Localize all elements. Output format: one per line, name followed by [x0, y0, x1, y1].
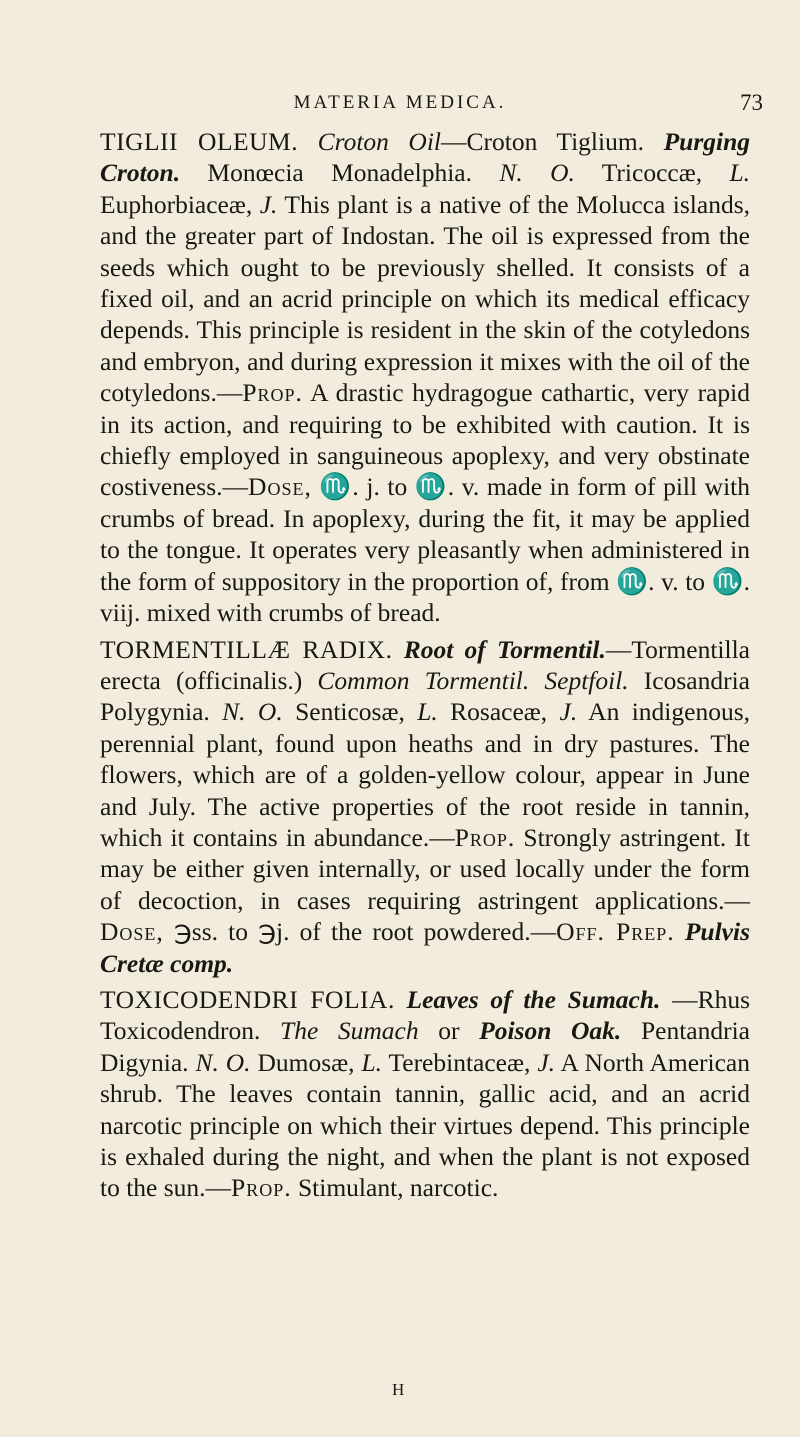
entry-text-segment: —Croton Tiglium. — [441, 127, 664, 156]
entry-text-segment: Rosaceæ, — [437, 697, 560, 727]
entry-text-segment: Icosandria Polygynia. — [100, 665, 750, 727]
entry-text-segment: Strongly astringent. It may be either given internally, or used locally under the form of decoction, in cases requiring astringent applications.— — [100, 822, 750, 915]
entry-text-segment: Pentandria Digynia. — [100, 1016, 750, 1077]
entry-tormentillae-radix — [100, 634, 750, 979]
entry-text-segment: Croton Oil — [317, 127, 442, 156]
entry-text-segment: Prop. — [242, 378, 303, 408]
entry-text-segment: Pulvis Cretæ comp. — [100, 917, 750, 978]
entry-text-segment: J. — [559, 697, 578, 727]
running-head: MATERIA MEDICA. — [293, 92, 507, 113]
entry-text-segment: L. — [417, 697, 438, 727]
entry-text-segment: J. — [537, 1047, 556, 1077]
entry-text-segment: Leaves of the Sumach. — [406, 984, 661, 1014]
entry-text-segment: An indigenous, perennial plant, found upon heaths and in dry pastures. The flowers, which are of a golden-yellow colour, appear in June and July. The active properties of the root reside in tannin, which it contains in abundance.— — [100, 697, 750, 852]
entry-text-segment: N. O. — [195, 1047, 251, 1077]
entry-text-segment: Purging Croton. — [100, 127, 751, 188]
entry-text-segment: Common Tormentil. Septfoil. — [317, 665, 629, 695]
entry-text-segment: Root of Tormentil. — [403, 634, 606, 664]
entry-headword: TOXICODENDRI FOLIA. — [100, 984, 395, 1014]
entry-text-segment: Dumosæ, — [250, 1047, 362, 1077]
entry-text-segment: N. O. — [499, 158, 575, 188]
entry-text-segment: ℈ss. to ℈j. of the root powdered.— — [163, 917, 557, 947]
entry-headword: TORMENTILLÆ RADIX. — [100, 634, 393, 664]
entry-text-segment: L. — [729, 158, 750, 188]
entry-text-segment: Stimulant, narcotic. — [291, 1173, 499, 1203]
entry-text-segment — [392, 635, 403, 664]
entry-text-segment: Poison Oak. — [479, 1016, 622, 1046]
entry-headword: TIGLII OLEUM. — [100, 127, 299, 156]
entry-text-segment — [298, 127, 318, 156]
entry-text-segment: Prop. — [231, 1173, 292, 1203]
entry-text-segment: This plant is a native of the Molucca islands, and the greater part of Indostan. The oil is expressed from the seeds which ought to be previously shelled. It consists of a fixed oil, and an acrid principle on which its medical efficacy depends. This principle is resident in the skin of the cotyledons and embryon, and during expression it mixes with the oil of the cotyledons.— — [100, 189, 750, 408]
entry-text-segment: Tricoccæ, — [574, 158, 730, 188]
page-number: 73 — [740, 90, 763, 115]
entry-text-segment: Prop. — [454, 822, 516, 852]
body-text — [100, 126, 750, 1209]
entry-text-segment: Dose, — [248, 472, 312, 502]
entry-text-segment: The Sumach — [280, 1016, 419, 1046]
entry-text-segment: Senticosæ, — [282, 697, 418, 727]
entry-text-segment: Euphorbiaceæ, — [100, 189, 260, 219]
entry-text-segment: Monœcia Monadelphia. — [180, 158, 500, 188]
entry-text-segment: —Tormentilla erecta (officinalis.) — [100, 634, 750, 695]
entry-text-segment: L. — [361, 1047, 382, 1077]
entry-text-segment: A drastic hydragogue cathartic, very rapid in its action, and requiring to be exhibited with caution. It is chiefly employed in sanguineous apoplexy, and very obstinate costiveness.— — [100, 378, 750, 502]
entry-text-segment: J. — [259, 189, 278, 219]
entry-text-segment — [675, 917, 685, 946]
signature-mark: H — [392, 1380, 405, 1399]
entry-toxicodendri-folia — [100, 984, 750, 1204]
entry-text-segment: A North American shrub. The leaves contain tannin, gallic acid, and an acrid narcotic principle on which their virtues depend. This principle is exhaled during the night, and when the plant is not exposed to the sun.— — [100, 1047, 750, 1203]
entry-tiglii-oleum — [100, 126, 750, 629]
entry-text-segment: ♏. j. to ♏. v. made in form of pill with crumbs of bread. In apoplexy, during the fit, it may be applied to the tongue. It operates very pleasantly when administered in the form of suppository in the proportion of, from ♏. v. to ♏. viij. mixed with crumbs of bread. — [100, 472, 750, 628]
entry-text-segment: Terebintaceæ, — [382, 1047, 538, 1077]
entry-text-segment: Off. Prep. — [556, 917, 675, 947]
entry-text-segment: Dose, — [100, 917, 164, 947]
entry-text-segment — [395, 985, 407, 1014]
entry-text-segment: or — [418, 1016, 480, 1046]
entry-text-segment: N. O. — [222, 697, 283, 727]
entry-text-segment: —Rhus Toxicodendron. — [100, 984, 751, 1046]
